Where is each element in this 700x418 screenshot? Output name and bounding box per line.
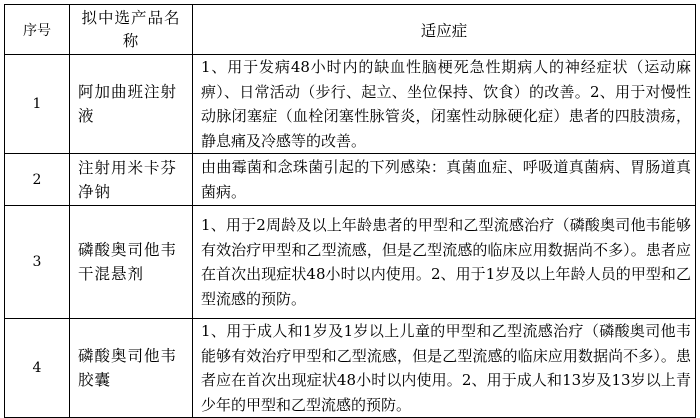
row-no: 4 xyxy=(5,319,70,418)
row-no: 3 xyxy=(5,206,70,319)
table-row xyxy=(5,319,696,418)
row-indication: 由曲霉菌和念珠菌引起的下列感染：真菌血症、呼吸道真菌病、胃肠道真菌病。 xyxy=(193,154,696,206)
header-no: 序号 xyxy=(5,5,70,55)
row-product: 注射用米卡芬净钠 xyxy=(70,154,193,206)
row-indication: 1、用于成人和1岁及1岁以上儿童的甲型和乙型流感治疗（磷酸奥司他韦能够有效治疗甲型和乙型流感，但是乙型流感的临床应用数据尚不多）。患者应在首次出现症状48小时以内使用。2、用于成人和13岁及13岁以上青少年的甲型和乙型流感的预防。 xyxy=(193,319,696,418)
header-row xyxy=(5,5,696,55)
table-row xyxy=(5,55,696,154)
table-row xyxy=(5,154,696,206)
row-indication: 1、用于发病48小时内的缺血性脑梗死急性期病人的神经症状（运动麻痹）、日常活动（步行、起立、坐位保持、饮食）的改善。2、用于对慢性动脉闭塞症（血栓闭塞性脉管炎，闭塞性动脉硬化症）患者的四肢溃疡，静息痛及冷感等的改善。 xyxy=(193,55,696,154)
indications-table xyxy=(4,4,696,418)
row-product: 磷酸奥司他韦干混悬剂 xyxy=(70,206,193,319)
row-product: 磷酸奥司他韦胶囊 xyxy=(70,319,193,418)
row-no: 1 xyxy=(5,55,70,154)
row-product: 阿加曲班注射液 xyxy=(70,55,193,154)
header-indication: 适应症 xyxy=(193,5,696,55)
row-indication: 1、用于2周龄及以上年龄患者的甲型和乙型流感治疗（磷酸奥司他韦能够有效治疗甲型和乙型流感，但是乙型流感的临床应用数据尚不多）。患者应在首次出现症状48小时以内使用。2、用于1岁及以上年龄人员的甲型和乙型流感的预防。 xyxy=(193,206,696,319)
header-product: 拟中选产品名称 xyxy=(70,5,193,55)
row-no: 2 xyxy=(5,154,70,206)
table-row xyxy=(5,206,696,319)
